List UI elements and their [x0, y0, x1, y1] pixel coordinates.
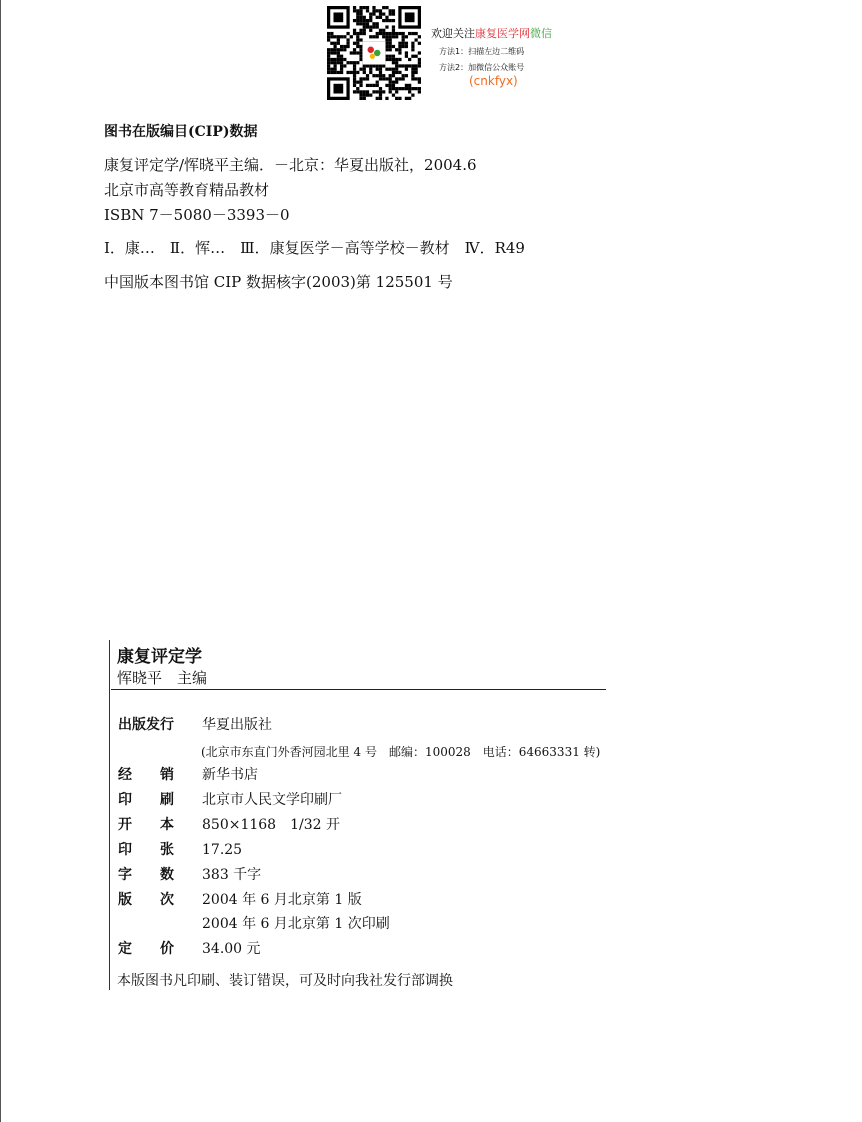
row-value: 383 千字	[202, 867, 262, 883]
divider	[111, 689, 606, 690]
book-title: 康复评定学	[117, 647, 202, 667]
welcome-text: 欢迎关注	[431, 27, 475, 40]
row-key: 印 张	[118, 842, 174, 858]
wechat-text: 微信	[530, 27, 552, 40]
replacement-note: 本版图书凡印刷、装订错误，可及时向我社发行部调换	[117, 973, 453, 989]
row-value: 2004 年 6 月北京第 1 版	[202, 892, 362, 908]
colophon-row	[118, 938, 261, 958]
brand-text: 康复医学网	[475, 27, 530, 40]
row-key: 出版发行	[118, 717, 174, 733]
cip-line: Ⅰ．康… Ⅱ．恽… Ⅲ．康复医学－高等学校－教材 Ⅳ．R49	[104, 239, 525, 257]
row-key: 字 数	[118, 867, 174, 883]
row-key: 版 次	[118, 892, 174, 908]
row-value: 北京市人民文学印刷厂	[202, 792, 342, 808]
promo-account: (cnkfyx)	[469, 74, 518, 88]
colophon-row	[118, 814, 340, 834]
row-value: 34.00 元	[202, 941, 261, 957]
cip-line: 北京市高等教育精品教材	[104, 181, 270, 199]
row-value: 850×1168 1/32 开	[202, 817, 340, 833]
row-value: 新华书店	[202, 767, 258, 783]
colophon-row	[118, 789, 342, 809]
qr-code-image	[327, 6, 421, 100]
row-value: 2004 年 6 月北京第 1 次印刷	[202, 916, 390, 932]
row-value: 17.25	[202, 842, 243, 858]
colophon-row	[118, 864, 261, 884]
promo-method-2: 方法2：加微信公众账号	[439, 63, 525, 72]
row-key: 经 销	[118, 767, 174, 783]
publisher-address: (北京市东直门外香河园北里 4 号 邮编：100028 电话：64663331 转)	[201, 745, 601, 759]
cip-heading: 图书在版编目(CIP)数据	[104, 124, 258, 140]
book-editor: 恽晓平 主编	[117, 669, 208, 687]
row-key: 开 本	[118, 817, 174, 833]
colophon-row	[118, 764, 258, 784]
cip-line: ISBN 7－5080－3393－0	[104, 206, 290, 224]
colophon-row	[118, 839, 242, 859]
row-value: 华夏出版社	[202, 717, 272, 733]
row-key: 印 刷	[118, 792, 174, 808]
promo-welcome	[431, 25, 552, 41]
promo-method-1: 方法1：扫描左边二维码	[439, 47, 525, 56]
colophon-row	[118, 714, 272, 734]
cip-line: 中国版本图书馆 CIP 数据核字(2003)第 125501 号	[104, 273, 453, 291]
row-key: 定 价	[118, 941, 174, 957]
cip-line: 康复评定学/恽晓平主编．－北京：华夏出版社，2004.6	[104, 156, 477, 174]
colophon-row	[118, 889, 362, 909]
colophon-left-rule	[109, 640, 110, 990]
colophon-row	[118, 913, 390, 933]
